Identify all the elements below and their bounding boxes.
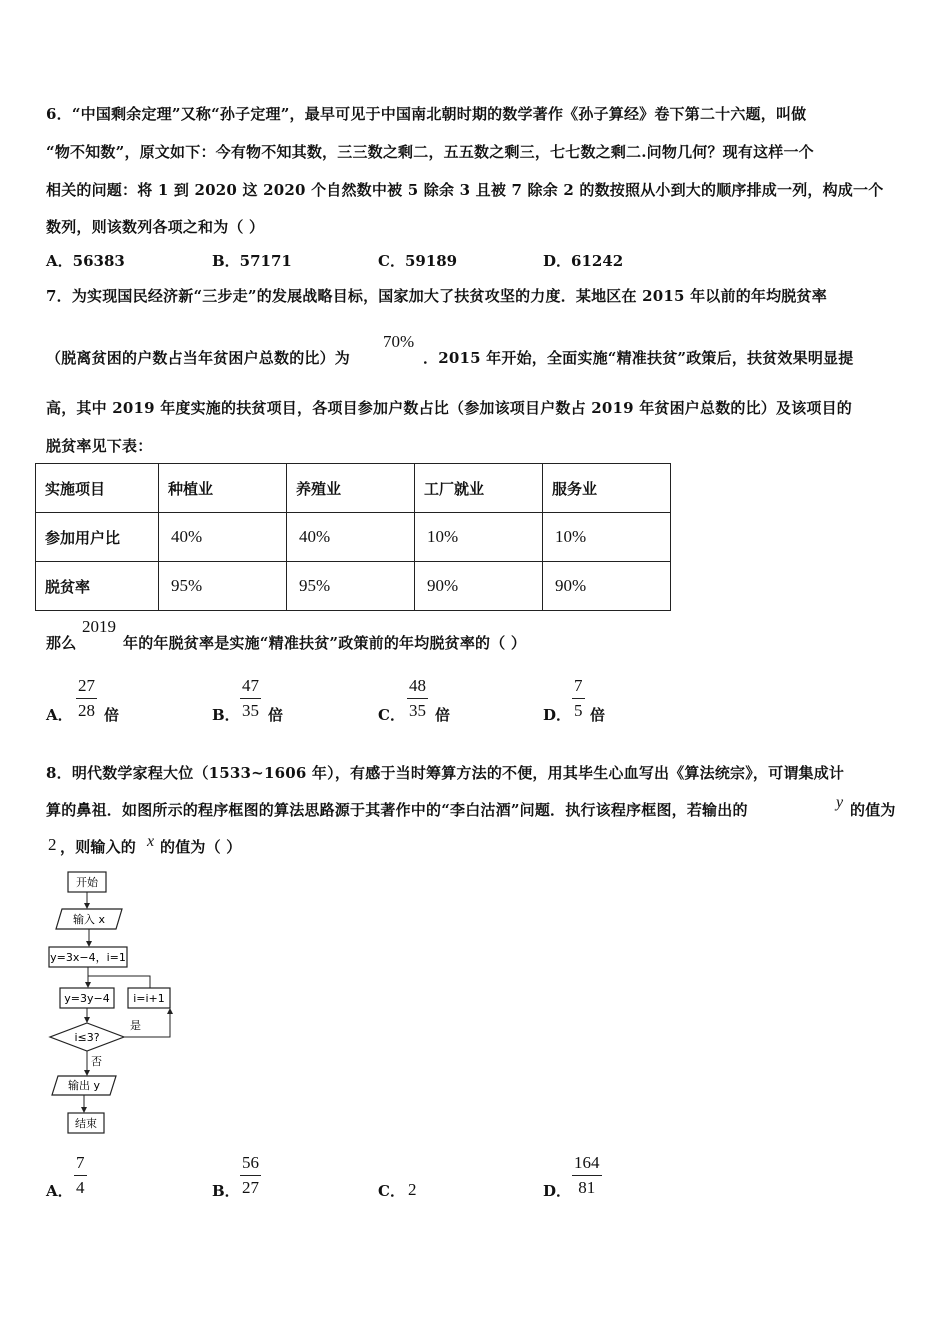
flowchart-init-text: y=3x−4，i=1 <box>50 951 126 964</box>
denominator: 35 <box>242 701 259 720</box>
flowchart-no-label: 否 <box>91 1055 102 1068</box>
numerator: 164 <box>572 1153 602 1176</box>
q7-option-b-unit: 倍 <box>268 706 284 724</box>
q8-option-d-fraction <box>572 1153 602 1198</box>
q8-line-3-suffix: 的值为（ ） <box>160 838 242 856</box>
q7-option-c-fraction <box>407 676 428 721</box>
q7-option-b-label[interactable]: B． <box>212 706 240 724</box>
table-cell: 95% <box>286 562 414 611</box>
q8-line-3-text: ，则输入的 <box>60 838 137 856</box>
q7-line-2-suffix: ．2015 年开始，全面实施“精准扶贫”政策后，扶贫效果明显提 <box>423 349 854 367</box>
table-cell: 10% <box>414 513 542 562</box>
flowchart-input-text: 输入 x <box>72 913 106 926</box>
q6-line-1: 6．“中国剩余定理”又称“孙子定理”，最早可见于中国南北朝时期的数学著作《孙子算经》卷下第二十六题，叫做 <box>46 105 807 123</box>
table-cell: 10% <box>542 513 670 562</box>
flowchart-output-text: 输出 y <box>67 1079 101 1092</box>
numerator: 7 <box>74 1153 87 1176</box>
q7-line-3: 高，其中 2019 年度实施的扶贫项目，各项目参加户数占比（参加该项目户数占 2019 年贫困户总数的比）及该项目的 <box>46 399 852 417</box>
flowchart-step-text: y=3y−4 <box>64 992 110 1005</box>
numerator: 56 <box>240 1153 261 1176</box>
q7-option-c-unit: 倍 <box>435 706 451 724</box>
flowchart-condition-text: i≤3? <box>74 1031 100 1044</box>
q8-var-y: y <box>836 794 844 811</box>
table-header-row <box>36 464 671 513</box>
denominator: 28 <box>78 701 95 720</box>
flowchart-increment-text: i=i+1 <box>133 992 165 1005</box>
numerator: 7 <box>572 676 585 699</box>
table-row-label: 参加用户比 <box>36 513 159 562</box>
q6-line-4: 数列，则该数列各项之和为（ ） <box>46 218 265 236</box>
q8-option-c-value: 2 <box>408 1180 417 1199</box>
q6-option-c[interactable]: C．59189 <box>378 252 458 270</box>
table-row-label: 脱贫率 <box>36 562 159 611</box>
q7-question-prefix: 那么 <box>46 634 77 652</box>
table-header-cell: 种植业 <box>158 464 286 513</box>
q7-rate-value: 70% <box>383 332 415 351</box>
q8-line-1: 8．明代数学家程大位（1533~1606 年），有感于当时筹算方法的不便，用其毕生心血写出《算法统宗》，可谓集成计 <box>46 764 845 782</box>
q7-line-1: 7．为实现国民经济新“三步走”的发展战略目标，国家加大了扶贫攻坚的力度．某地区在 2015 年以前的年均脱贫率 <box>46 287 827 305</box>
q8-option-a-label[interactable]: A． <box>46 1182 73 1200</box>
q8-option-a-fraction <box>74 1153 87 1198</box>
q8-line-2-suffix: 的值为 <box>850 801 896 819</box>
table-cell: 90% <box>414 562 542 611</box>
denominator: 35 <box>409 701 426 720</box>
table-cell: 90% <box>542 562 670 611</box>
numerator: 48 <box>407 676 428 699</box>
flowchart-yes-label: 是 <box>130 1019 141 1032</box>
denominator: 81 <box>578 1178 596 1197</box>
q7-option-d-fraction <box>572 676 585 721</box>
q6-option-b[interactable]: B．57171 <box>212 252 292 270</box>
table-row <box>36 562 671 611</box>
q8-output-value: 2 <box>48 835 57 854</box>
q7-option-d-label[interactable]: D． <box>543 706 572 724</box>
q7-option-a-unit: 倍 <box>104 706 120 724</box>
poverty-table <box>35 463 671 611</box>
table-cell: 40% <box>158 513 286 562</box>
denominator: 5 <box>574 701 583 720</box>
q6-option-a[interactable]: A．56383 <box>46 252 125 270</box>
q6-line-2: “物不知数”，原文如下：今有物不知其数，三三数之剩二，五五数之剩三，七七数之剩二.问物几何？现有这样一个 <box>46 143 814 161</box>
flowchart-start-text: 开始 <box>76 876 98 889</box>
q7-option-a-label[interactable]: A． <box>46 706 73 724</box>
q7-question-suffix: 年的年脱贫率是实施“精准扶贫”政策前的年均脱贫率的（ ） <box>123 634 527 652</box>
table-cell: 40% <box>286 513 414 562</box>
table-header-cell: 服务业 <box>542 464 670 513</box>
flowchart-end-text: 结束 <box>75 1117 97 1130</box>
q8-option-b-fraction <box>240 1153 261 1198</box>
q6-line-3: 相关的问题：将 1 到 2020 这 2020 个自然数中被 5 除余 3 且被 7 除余 2 的数按照从小到大的顺序排成一列，构成一个 <box>46 181 884 199</box>
numerator: 27 <box>76 676 97 699</box>
q7-line-2-prefix: （脱离贫困的户数占当年贫困户总数的比）为 <box>46 349 351 367</box>
numerator: 47 <box>240 676 261 699</box>
table-header-cell: 养殖业 <box>286 464 414 513</box>
q7-option-c-label[interactable]: C． <box>378 706 405 724</box>
q6-option-d[interactable]: D．61242 <box>543 252 624 270</box>
table-header-cell: 实施项目 <box>36 464 159 513</box>
q7-option-d-unit: 倍 <box>590 706 606 724</box>
q8-option-d-label[interactable]: D． <box>543 1182 572 1200</box>
q7-question-year: 2019 <box>82 617 116 636</box>
q8-option-b-label[interactable]: B． <box>212 1182 240 1200</box>
table-header-cell: 工厂就业 <box>414 464 542 513</box>
table-cell: 95% <box>158 562 286 611</box>
table-row <box>36 513 671 562</box>
q8-var-x: x <box>147 833 155 850</box>
program-flowchart <box>40 866 190 1141</box>
q8-option-c-label[interactable]: C． <box>378 1182 405 1200</box>
q7-line-4: 脱贫率见下表： <box>46 437 153 455</box>
q8-line-2: 算的鼻祖．如图所示的程序框图的算法思路源于其著作中的“李白沽酒”问题．执行该程序框图，若输出的 <box>46 801 748 819</box>
denominator: 27 <box>242 1178 259 1197</box>
denominator: 4 <box>76 1178 85 1197</box>
q7-option-a-fraction <box>76 676 97 721</box>
q7-option-b-fraction <box>240 676 261 721</box>
